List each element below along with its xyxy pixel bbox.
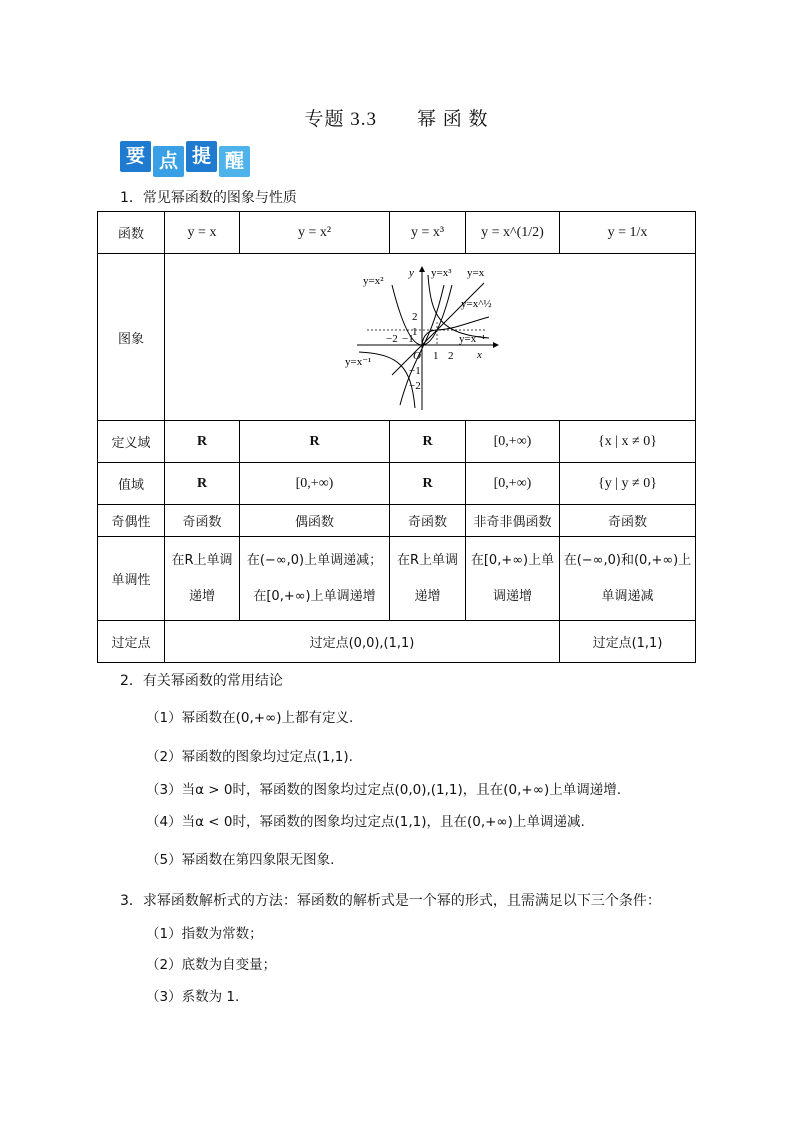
cell-range: [0,+∞) <box>240 463 390 505</box>
cell-domain: R <box>165 421 240 463</box>
cell-monotonicity: 在(−∞,0)上单调递减；在[0,+∞)上单调递增 <box>240 537 390 621</box>
cell-parity: 奇函数 <box>165 505 240 537</box>
curve-label: y=x² <box>363 275 384 287</box>
cell-func-x: y = x <box>165 212 240 254</box>
conclusion-item: （1）幂函数在(0,+∞)上都有定义. <box>146 710 354 726</box>
conclusion-item: （3）当α > 0时，幂函数的图象均过定点(0,0),(1,1)，且在(0,+∞)上单调递增. <box>146 782 622 798</box>
row-label: 单调性 <box>98 537 165 621</box>
cell-monotonicity: 在R上单调递增 <box>390 537 466 621</box>
cell-monotonicity: 在[0,+∞)上单调递增 <box>466 537 560 621</box>
table-row-parity <box>98 505 696 537</box>
cell-func-sqrt: y = x^(1/2) <box>466 212 560 254</box>
y-axis-arrow <box>419 266 425 272</box>
cell-func-x2: y = x² <box>240 212 390 254</box>
cell-range: R <box>390 463 466 505</box>
section2-heading: 2．有关幂函数的常用结论 <box>120 673 283 689</box>
graph-cell <box>165 254 696 421</box>
badge-char: 要 <box>120 141 151 172</box>
cell-monotonicity: 在R上单调递增 <box>165 537 240 621</box>
tick-label: 1 <box>433 350 439 362</box>
cell-parity: 非奇非偶函数 <box>466 505 560 537</box>
power-functions-graph <box>345 262 505 412</box>
conclusion-item: （5）幂函数在第四象限无图象. <box>146 852 335 868</box>
row-label: 函数 <box>98 212 165 254</box>
section1-heading: 1．常见幂函数的图象与性质 <box>120 190 297 206</box>
conclusion-item: （2）幂函数的图象均过定点(1,1). <box>146 749 353 765</box>
curve-label: y=x⁻¹ <box>459 333 486 345</box>
cell-monotonicity: 在(−∞,0)和(0,+∞)上单调递减 <box>560 537 696 621</box>
row-label: 过定点 <box>98 621 165 663</box>
power-function-table <box>97 211 696 663</box>
tick-label: −1 <box>402 333 414 345</box>
cell-parity: 偶函数 <box>240 505 390 537</box>
tick-label: 2 <box>448 350 454 362</box>
cell-range: [0,+∞) <box>466 463 560 505</box>
table-row-domain <box>98 421 696 463</box>
cell-domain: [0,+∞) <box>466 421 560 463</box>
table-row-monotonicity <box>98 537 696 621</box>
row-label: 奇偶性 <box>98 505 165 537</box>
page-title: 专题 3.3 幂 函 数 <box>304 109 489 130</box>
badge-char: 醒 <box>219 146 250 177</box>
cell-range: R <box>165 463 240 505</box>
cell-parity: 奇函数 <box>390 505 466 537</box>
key-points-badge <box>120 141 250 177</box>
cell-func-x3: y = x³ <box>390 212 466 254</box>
condition-item: （3）系数为 1. <box>146 989 240 1005</box>
badge-char: 提 <box>186 141 217 172</box>
cell-parity: 奇函数 <box>560 505 696 537</box>
axis-label-y: y <box>409 267 414 279</box>
curve-label: y=x³ <box>431 267 452 279</box>
tick-label: 2 <box>412 311 418 323</box>
condition-item: （1）指数为常数； <box>146 926 263 942</box>
x-axis-arrow <box>493 342 499 348</box>
origin-label: O <box>413 350 421 362</box>
tick-label: −2 <box>409 380 421 392</box>
conclusion-item: （4）当α < 0时，幂函数的图象均过定点(1,1)，且在(0,+∞)上单调递减. <box>146 814 585 830</box>
cell-func-inv: y = 1/x <box>560 212 696 254</box>
axis-label-x: x <box>477 349 482 361</box>
tick-label: 1 <box>412 326 418 338</box>
table-row-graph <box>98 254 696 421</box>
table-row-fixed-point <box>98 621 696 663</box>
condition-item: （2）底数为自变量； <box>146 957 277 973</box>
section3-heading: 3．求幂函数解析式的方法：幂函数的解析式是一个幂的形式，且需满足以下三个条件： <box>120 893 661 909</box>
cell-domain: {x | x ≠ 0} <box>560 421 696 463</box>
cell-fixed-point: 过定点(1,1) <box>560 621 696 663</box>
badge-char: 点 <box>153 146 184 177</box>
row-label: 定义域 <box>98 421 165 463</box>
tick-label: −1 <box>409 365 421 377</box>
curve-label: y=x <box>467 267 485 279</box>
table-row-function <box>98 212 696 254</box>
cell-range: {y | y ≠ 0} <box>560 463 696 505</box>
cell-fixed-point: 过定点(0,0),(1,1) <box>165 621 560 663</box>
table-row-range <box>98 463 696 505</box>
row-label: 图象 <box>98 254 165 421</box>
cell-domain: R <box>390 421 466 463</box>
curve-label: y=x⁻¹ <box>345 356 372 368</box>
tick-label: −2 <box>386 333 398 345</box>
curve-label: y=x^½ <box>461 298 492 310</box>
row-label: 值域 <box>98 463 165 505</box>
cell-domain: R <box>240 421 390 463</box>
